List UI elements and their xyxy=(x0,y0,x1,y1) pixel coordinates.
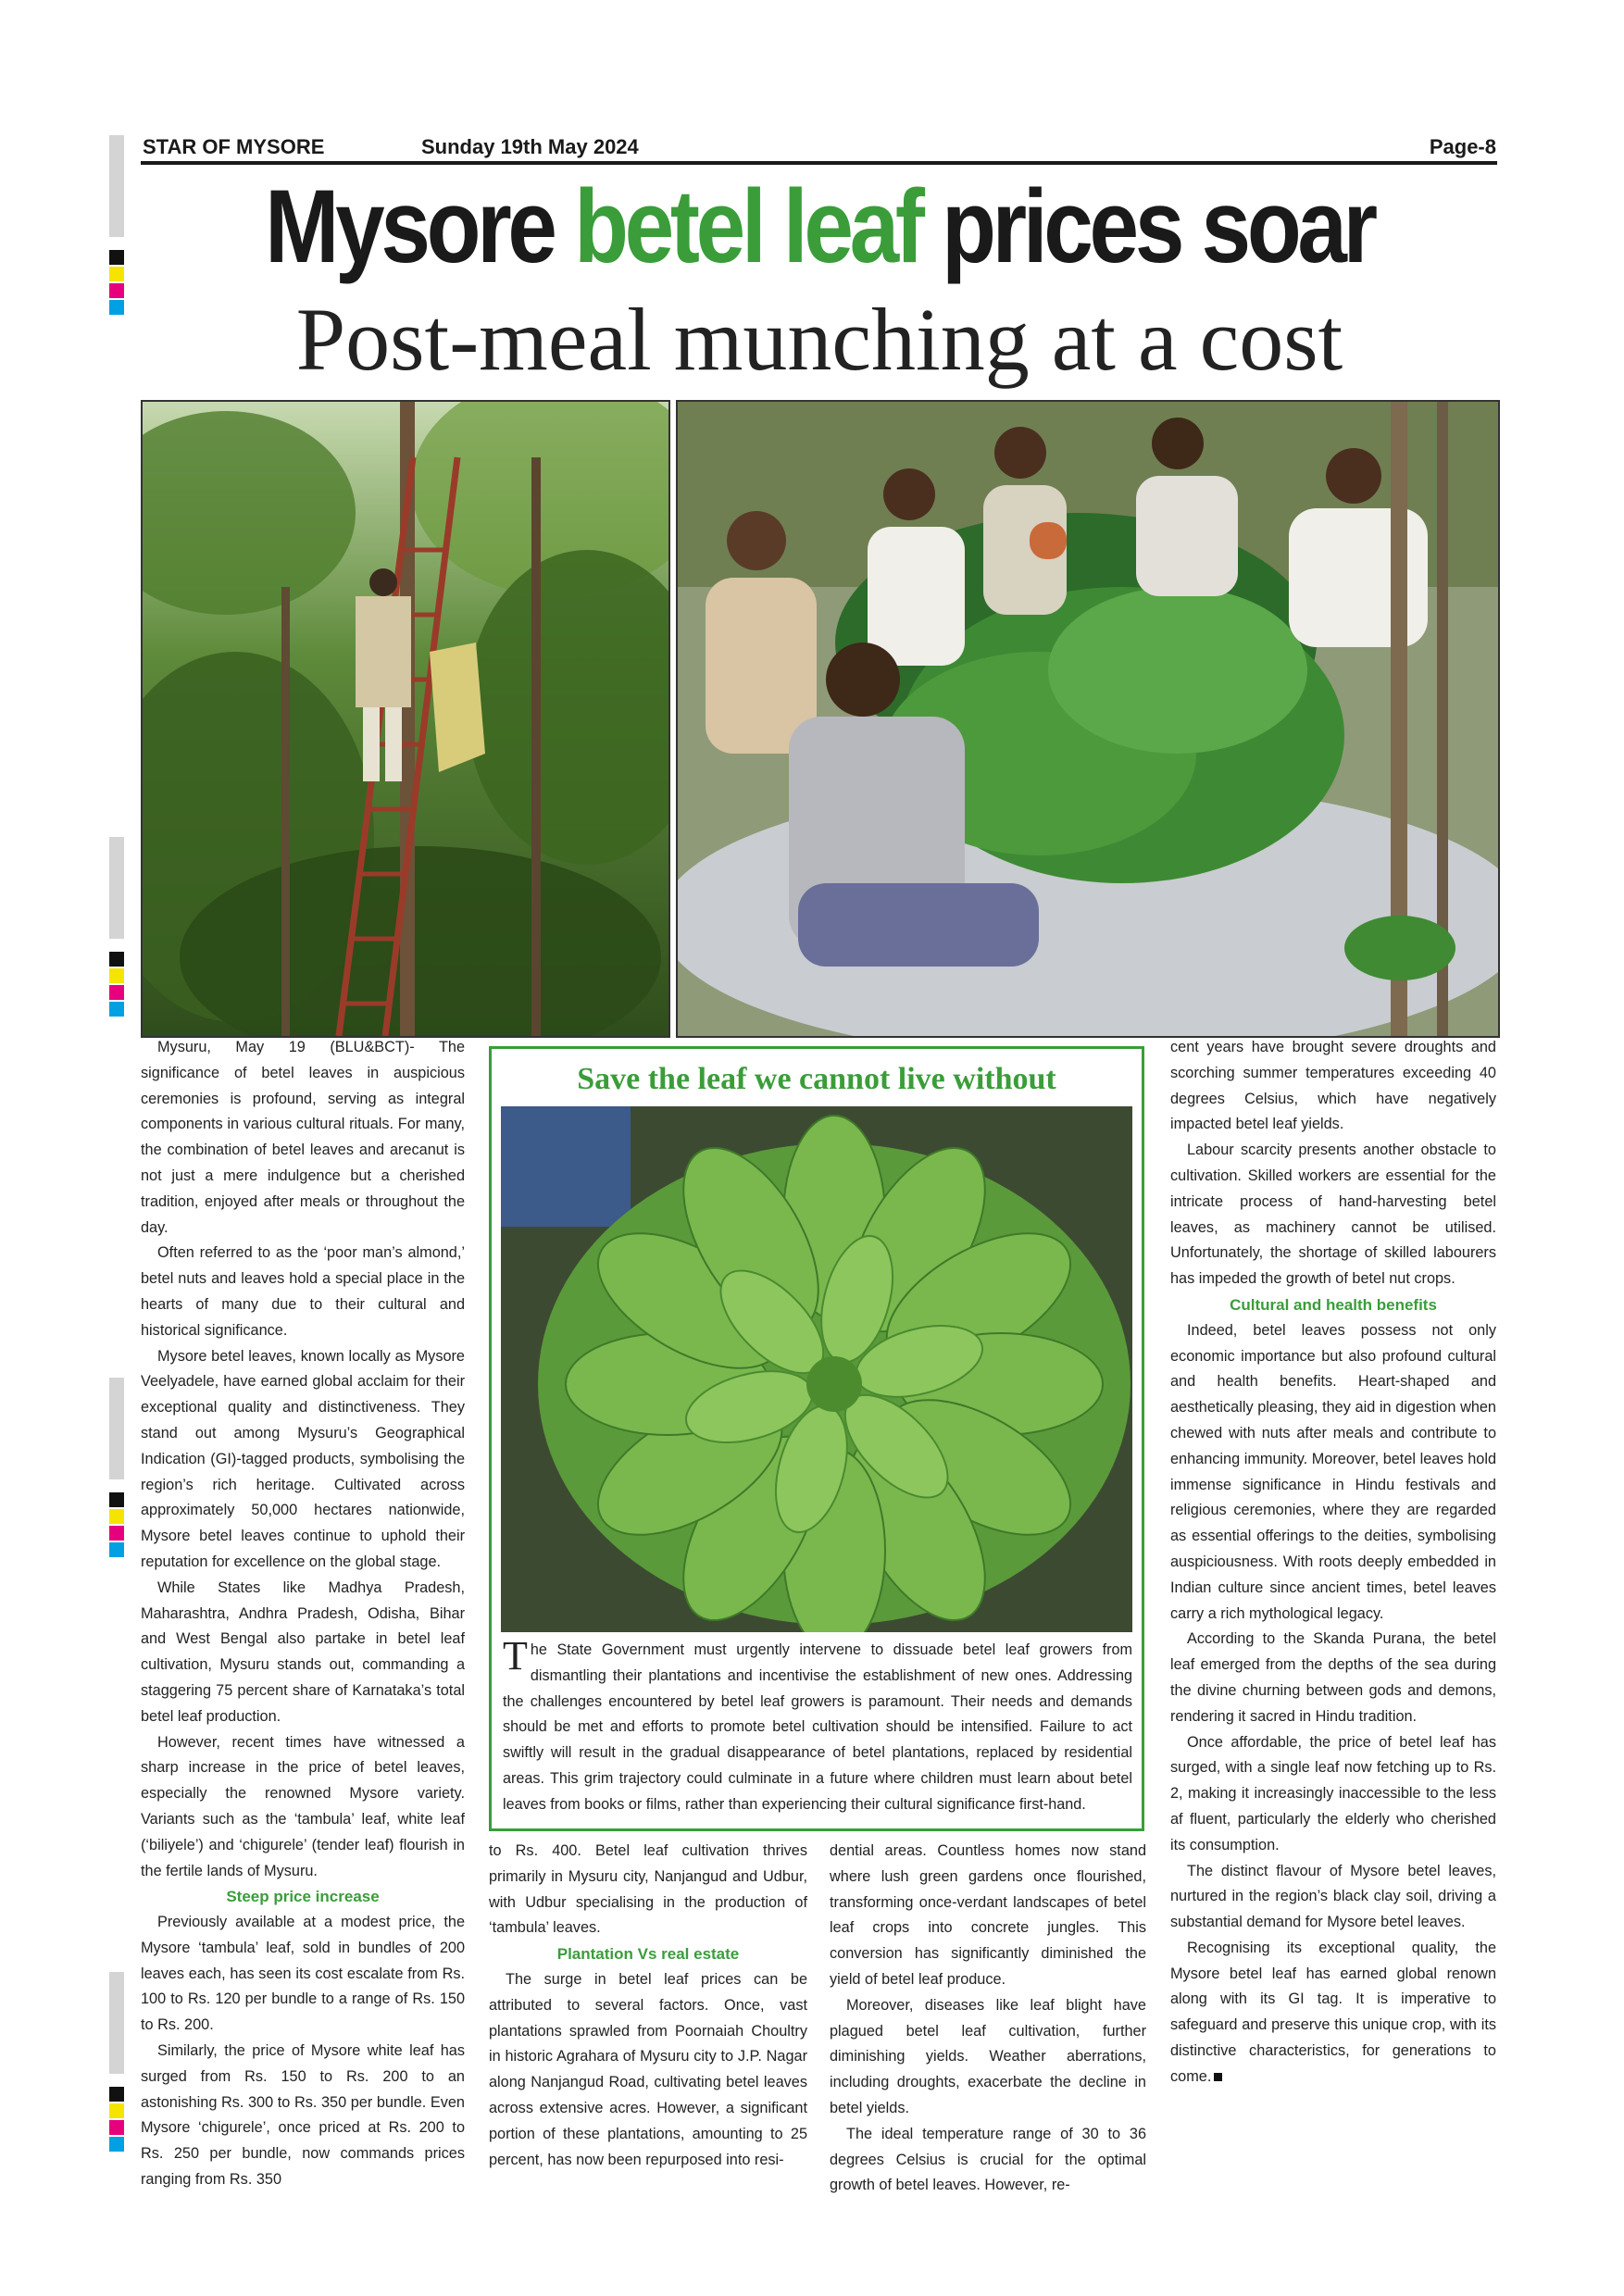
paragraph: While States like Madhya Pradesh, Maharashtra, Andhra Pradesh, Odisha, Bihar and West Bengal also partake in betel leaf cultivation, Mysuru stands out, commanding a staggering 75 percent share of Karnataka’s total betel leaf production. xyxy=(141,1578,465,1725)
paragraph: Mysore betel leaves, known locally as Mysore Veelyadele, have earned global acclaim for their exceptional quality and distinctiveness. They stand out among Mysuru’s Geographical Indication (GI)-tagged products, symbolising the region’s rich heritage. Cultivated across approximately 50,000 hectares nationwide, Mysore betel leaves continue to uphold their reputation for excellence on the global stage. xyxy=(141,1347,465,1570)
paragraph: to Rs. 400. Betel leaf cultivation thrives primarily in Mysuru city, Nanjangud and Udbur, with Udbur specialising in the production of ‘tambula’ leaves. xyxy=(489,1842,807,1937)
subheadline: Post-meal munching at a cost xyxy=(295,290,1343,389)
header-rule xyxy=(141,161,1497,165)
headline-part: Mysore xyxy=(265,168,575,284)
sidebar-body: he State Government must urgently intervene to dissuade betel leaf growers from dismantling their plantations and incentivise the establishment of new ones. Addressing the challenges encountered by betel leaf growers is paramount. Their needs and demands should be met and efforts to promote betel cultivation should be intensified. Failure to act swiftly will result in the gradual disappearance of betel plantations, replaced by residential areas. This grim trajectory could culminate in a future where children must learn about betel leaves from books or films, rather than experiencing their cultural significance first-hand. xyxy=(503,1641,1132,1813)
headline-part: prices soar xyxy=(920,168,1374,284)
paragraph: Moreover, diseases like leaf blight have plagued betel leaf cultivation, further diminishing yields. Weather aberrations, including droughts, exacerbate the decline in betel yields. xyxy=(830,1996,1146,2116)
paragraph: The ideal temperature range of 30 to 36 degrees Celsius is crucial for the optimal growth of betel leaves. However, re- xyxy=(830,2125,1146,2194)
plantation-photo xyxy=(141,400,670,1038)
paragraph: dential areas. Countless homes now stand where lush green gardens once flourished, transforming once-verdant landscapes of betel leaf crops into concrete jungles. This conversion has significantly diminished the yield of betel leaf produce. xyxy=(830,1842,1146,1988)
paragraph: Often referred to as the ‘poor man’s almond,’ betel nuts and leaves hold a special place in the hearts of many due to their cultural and historical significance. xyxy=(141,1244,465,1339)
registration-bar xyxy=(109,135,124,237)
paragraph: Indeed, betel leaves possess not only economic importance but also profound cultural and health benefits. Heart-shaped and aesthetically pleasing, they aid in digestion when chewed with nuts after meals and contribute to enhancing immunity. Moreover, betel leaves hold immense significance in Hindu festivals and religious ceremonies, where they are regarded as essential offerings to the deities, symbolising auspiciousness. With roots deeply embedded in Indian culture since ancient times, betel leaves carry a rich mythological legacy. xyxy=(1170,1321,1496,1622)
section-subheading: Steep price increase xyxy=(226,1888,380,1906)
article-column-3 xyxy=(830,1839,1146,2199)
registration-mark-black xyxy=(109,250,124,265)
registration-bar xyxy=(109,1972,124,2074)
paragraph: Once affordable, the price of betel leaf has surged, with a single leaf now fetching up to Rs. 2, making it increasingly inaccessible to the less af fluent, particularly the elderly who cherished its consumption. xyxy=(1170,1733,1496,1853)
paragraph: Labour scarcity presents another obstacle to cultivation. Skilled workers are essential for the intricate process of hand-harvesting betel leaves, as machinery cannot be utilised. Unfortunately, the shortage of skilled labourers has impeded the growth of betel nut crops. xyxy=(1170,1142,1496,1288)
registration-bar xyxy=(109,1378,124,1479)
drop-cap: T xyxy=(503,1633,528,1678)
leaf-sorting-photo xyxy=(676,400,1500,1038)
publication-name: STAR OF MYSORE xyxy=(143,135,325,158)
sidebar-text xyxy=(503,1633,1132,1818)
page-number: Page-8 xyxy=(1429,135,1496,158)
paragraph xyxy=(1170,1936,1496,2090)
paragraph: Mysuru, May 19 (BLU&BCT)- The significance of betel leaves in auspicious ceremonies is profound, serving as integral components in various cultural rituals. For many, the combination of betel leaves and arecanut is not just a mere indulgence but a cherished tradition, enjoyed after meals or throughout the day. xyxy=(141,1039,465,1236)
sidebar-title: Save the leaf we cannot live without xyxy=(577,1062,1056,1096)
registration-mark-black xyxy=(109,1492,124,1507)
registration-mark-cyan xyxy=(109,300,124,315)
registration-mark-magenta xyxy=(109,283,124,298)
registration-mark-magenta xyxy=(109,1526,124,1541)
paragraph: Previously available at a modest price, the Mysore ‘tambula’ leaf, sold in bundles of 200 leaves each, has seen its cost escalate from Rs. 100 to Rs. 120 per bundle to a range of Rs. 150 to Rs. 200. xyxy=(141,1914,465,2034)
registration-mark-magenta xyxy=(109,985,124,1000)
registration-mark-yellow xyxy=(109,2103,124,2118)
paragraph: The surge in betel leaf prices can be attributed to several factors. Once, vast plantations sprawled from Poornaiah Choultry in historic Agrahara of Mysuru city to J.P. Nagar along Nanjangud Road, cultivating betel leaves across extensive acres. However, a significant portion of these plantations, amounting to 25 percent, has now been repurposed into resi- xyxy=(489,1970,807,2168)
registration-mark-cyan xyxy=(109,1542,124,1557)
article-column-1 xyxy=(141,1035,465,2193)
section-subheading: Cultural and health benefits xyxy=(1230,1295,1437,1314)
registration-bar xyxy=(109,837,124,939)
sidebar-box xyxy=(489,1046,1144,1831)
closing-sentence: Recognising its exceptional quality, the Mysore betel leaf has earned global renown along with its GI tag. It is imperative to safeguard and preserve this unique crop, with its distinctive characteristics, for generations to come. xyxy=(1170,1939,1496,2085)
headline xyxy=(234,168,1405,285)
registration-mark-magenta xyxy=(109,2120,124,2135)
article-column-2 xyxy=(489,1839,807,2173)
paragraph: Similarly, the price of Mysore white leaf has surged from Rs. 150 to Rs. 200 to an astonishing Rs. 300 to Rs. 350 per bundle. Even Mysore ‘chigurele’, once priced at Rs. 200 to Rs. 250 per bundle, now commands prices ranging from Rs. 350 xyxy=(141,2042,465,2189)
registration-mark-yellow xyxy=(109,267,124,281)
article-column-4 xyxy=(1170,1035,1496,2090)
registration-mark-yellow xyxy=(109,1509,124,1524)
paragraph: However, recent times have witnessed a sharp increase in the price of betel leaves, especially the renowned Mysore variety. Variants such as the ‘tambula’ leaf, white leaf (‘biliyele’) and ‘chigurele’ (tender leaf) flourish in the fertile lands of Mysuru. xyxy=(141,1733,465,1879)
issue-date: Sunday 19th May 2024 xyxy=(421,135,639,158)
paragraph: According to the Skanda Purana, the betel leaf emerged from the depths of the sea during the divine churning between gods and demons, rendering it sacred in Hindu tradition. xyxy=(1170,1630,1496,1725)
registration-mark-yellow xyxy=(109,968,124,983)
registration-mark-black xyxy=(109,952,124,967)
paragraph: cent years have brought severe droughts and scorching summer temperatures exceeding 40 degrees Celsius, which have negatively impacted betel leaf yields. xyxy=(1170,1039,1496,1133)
headline-highlight: betel leaf xyxy=(574,168,921,284)
registration-mark-black xyxy=(109,2087,124,2102)
paragraph: The distinct flavour of Mysore betel leaves, nurtured in the region’s black clay soil, driving a substantial demand for Mysore betel leaves. xyxy=(1170,1862,1496,1931)
registration-mark-cyan xyxy=(109,2137,124,2152)
end-of-article-mark xyxy=(1214,2073,1222,2081)
section-subheading: Plantation Vs real estate xyxy=(556,1945,740,1964)
registration-mark-cyan xyxy=(109,1002,124,1017)
leaf-bundle-photo xyxy=(501,1106,1132,1632)
